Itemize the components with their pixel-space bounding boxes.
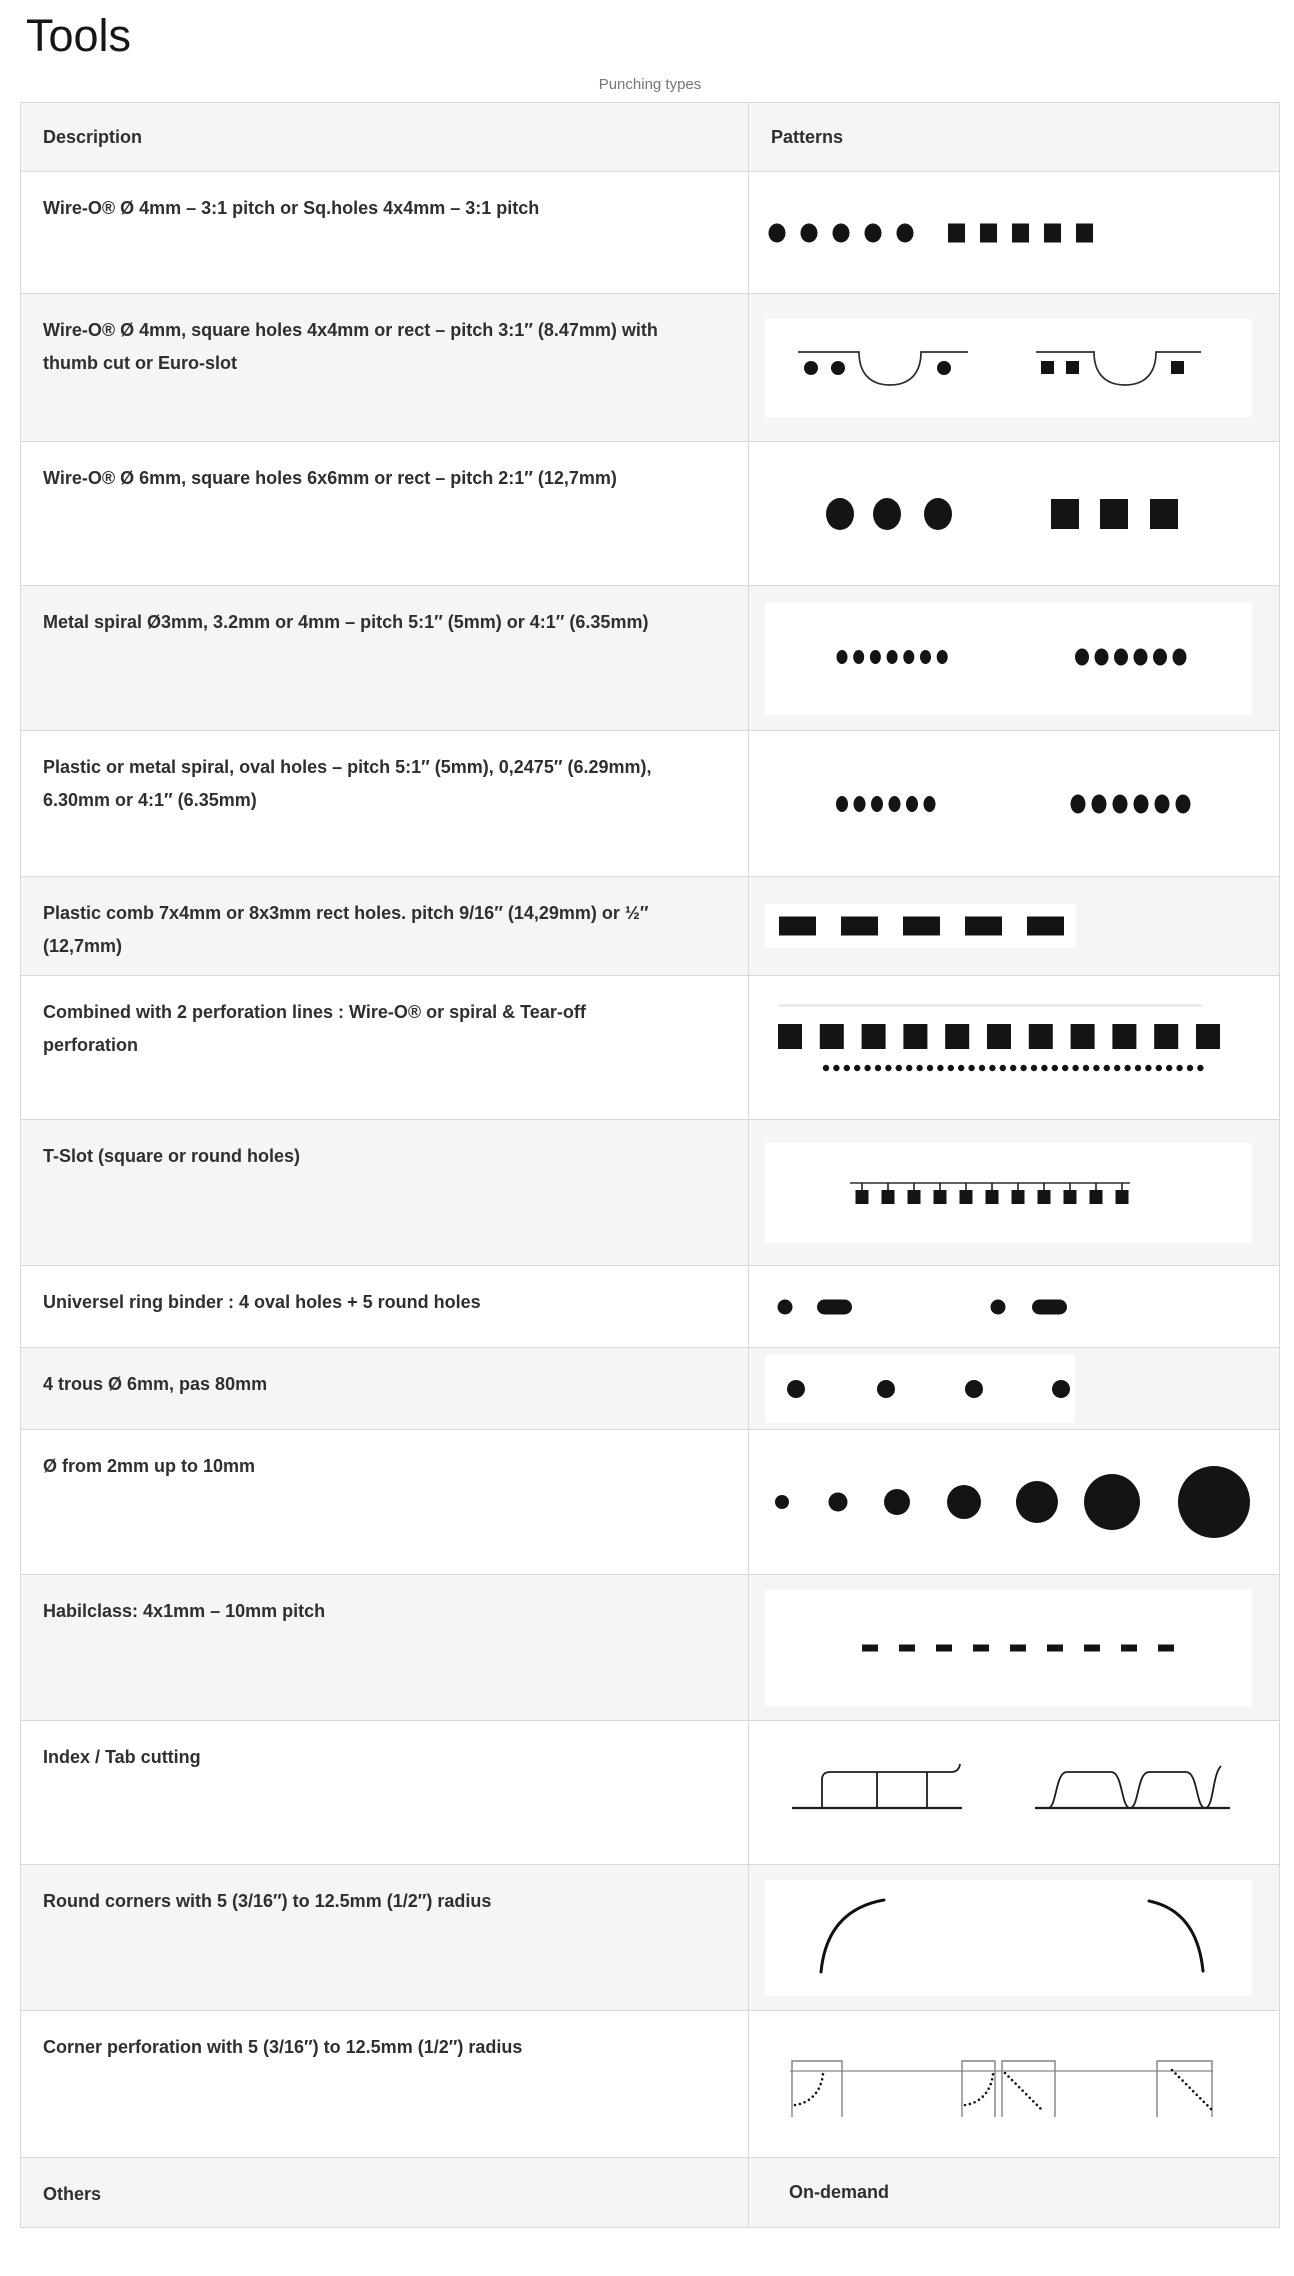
table-row <box>21 1348 1280 1430</box>
table-row <box>21 442 1280 586</box>
pattern-wireo-4mm-thumb-cut <box>765 319 1252 417</box>
description-cell: T-Slot (square or round holes) <box>21 1120 749 1266</box>
description-cell: Round corners with 5 (3/16″) to 12.5mm (1/2″) radius <box>21 1865 749 2011</box>
table-row <box>21 1865 1280 2011</box>
pattern-plastic-comb-rect-holes <box>765 904 1076 948</box>
table-row <box>21 877 1280 976</box>
patterns-cell <box>749 1120 1280 1266</box>
description-cell: Metal spiral Ø3mm, 3.2mm or 4mm – pitch 5:1″ (5mm) or 4:1″ (6.35mm) <box>21 586 749 731</box>
patterns-cell <box>749 1266 1280 1348</box>
table-row <box>21 172 1280 294</box>
pattern-corner-perforation <box>765 2047 1235 2122</box>
punching-types-table <box>20 102 1280 2228</box>
pattern-oval-spiral-holes <box>765 774 1235 834</box>
description-cell: Wire-O® Ø 6mm, square holes 6x6mm or rect – pitch 2:1″ (12,7mm) <box>21 442 749 586</box>
patterns-cell <box>749 1865 1280 2011</box>
pattern-round-corners <box>765 1880 1252 1996</box>
pattern-habilclass-dashes <box>765 1590 1252 1706</box>
patterns-cell <box>749 294 1280 442</box>
description-cell: Corner perforation with 5 (3/16″) to 12.5mm (1/2″) radius <box>21 2011 749 2158</box>
patterns-cell <box>749 2158 1280 2228</box>
table-row <box>21 1721 1280 1865</box>
patterns-cell <box>749 877 1280 976</box>
description-cell: Wire-O® Ø 4mm – 3:1 pitch or Sq.holes 4x4mm – 3:1 pitch <box>21 172 749 294</box>
pattern-index-tab-cutting <box>765 1753 1235 1833</box>
description-cell: Combined with 2 perforation lines : Wire-O® or spiral & Tear-off perforation <box>21 976 749 1120</box>
patterns-cell <box>749 1575 1280 1721</box>
description-cell: 4 trous Ø 6mm, pas 80mm <box>21 1348 749 1430</box>
table-row <box>21 2011 1280 2158</box>
pattern-diameter-2-to-10mm <box>765 1462 1255 1542</box>
table-row <box>21 1266 1280 1348</box>
patterns-cell <box>749 731 1280 877</box>
column-header-patterns: Patterns <box>749 103 1280 172</box>
table-row <box>21 2158 1280 2228</box>
table-row <box>21 294 1280 442</box>
table-row <box>21 976 1280 1120</box>
patterns-cell <box>749 976 1280 1120</box>
column-header-description: Description <box>21 103 749 172</box>
pattern-wireo-6mm-round-square-holes <box>765 479 1235 549</box>
patterns-cell <box>749 1430 1280 1575</box>
patterns-cell <box>749 442 1280 586</box>
pattern-t-slot-holes <box>765 1143 1252 1243</box>
description-cell: Plastic or metal spiral, oval holes – pitch 5:1″ (5mm), 0,2475″ (6.29mm), 6.30mm or 4:1″ (6.35mm) <box>21 731 749 877</box>
description-cell: Universel ring binder : 4 oval holes + 5 round holes <box>21 1266 749 1348</box>
description-cell: Others <box>21 2158 749 2228</box>
description-cell: Plastic comb 7x4mm or 8x3mm rect holes. pitch 9/16″ (14,29mm) or ½″ (12,7mm) <box>21 877 749 976</box>
description-cell: Index / Tab cutting <box>21 1721 749 1865</box>
description-cell: Wire-O® Ø 4mm, square holes 4x4mm or rect – pitch 3:1″ (8.47mm) with thumb cut or Euro-slot <box>21 294 749 442</box>
pattern-metal-spiral-holes <box>765 602 1252 715</box>
patterns-cell <box>749 2011 1280 2158</box>
pattern-four-holes-6mm <box>765 1355 1075 1423</box>
pattern-wireo-4mm-round-square-holes <box>765 203 1115 263</box>
table-caption: Punching types <box>598 76 702 93</box>
table-row <box>21 1430 1280 1575</box>
pattern-combined-perforation-lines <box>765 1002 1235 1094</box>
patterns-cell <box>749 1721 1280 1865</box>
table-row <box>21 1575 1280 1721</box>
on-demand-label: On-demand <box>789 2182 890 2202</box>
patterns-cell <box>749 172 1280 294</box>
table-row <box>21 1120 1280 1266</box>
page-title: Tools <box>26 10 132 61</box>
description-cell: Ø from 2mm up to 10mm <box>21 1430 749 1575</box>
table-row <box>21 586 1280 731</box>
patterns-cell <box>749 1348 1280 1430</box>
patterns-cell <box>749 586 1280 731</box>
description-cell: Habilclass: 4x1mm – 10mm pitch <box>21 1575 749 1721</box>
pattern-ring-binder-holes <box>765 1287 1235 1327</box>
table-row <box>21 731 1280 877</box>
table-header-row <box>21 103 1280 172</box>
